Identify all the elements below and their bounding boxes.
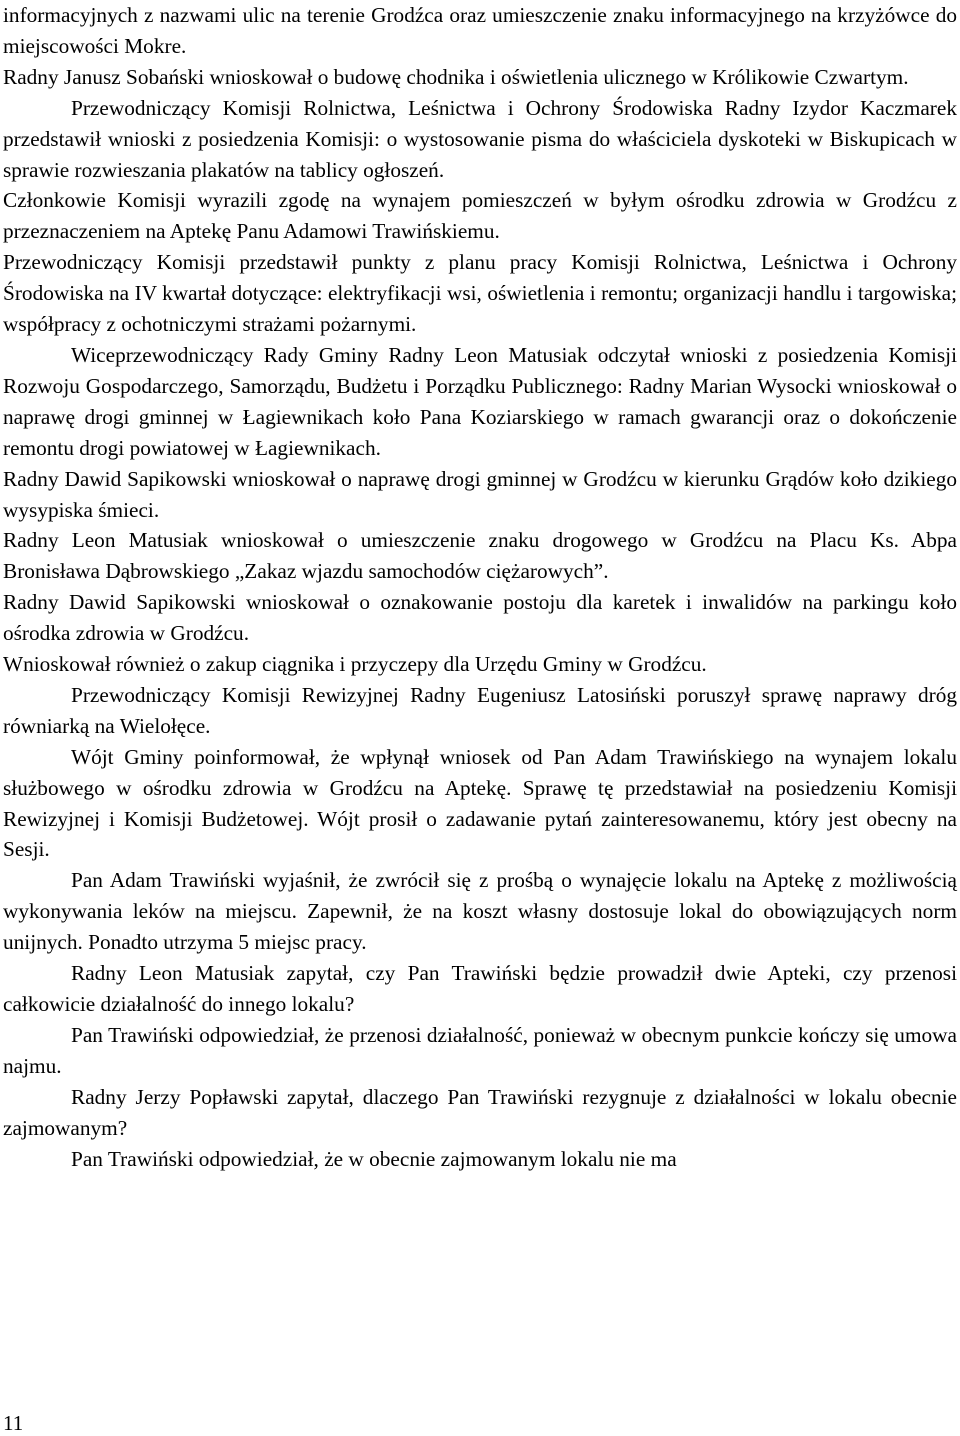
paragraph: Radny Leon Matusiak wnioskował o umieszczenie znaku drogowego w Grodźcu na Placu Ks. Abpa Bronisława Dąbrowskiego „Zakaz wjazdu samochodów ciężarowych”.: [3, 528, 957, 584]
paragraph: Pan Trawiński odpowiedział, że przenosi działalność, ponieważ w obecnym punkcie kończy się umowa najmu.: [3, 1022, 957, 1078]
paragraph: Pan Trawiński odpowiedział, że w obecnie zajmowanym lokalu nie ma: [71, 1146, 677, 1171]
paragraph: Pan Adam Trawiński wyjaśnił, że zwrócił się z prośbą o wynajęcie lokalu na Aptekę z możliwością wykonywania leków na miejscu. Zapewnił, że na koszt własny dostosuje lokal do obowiązujących norm unijnych. Ponadto utrzyma 5 miejsc pracy.: [3, 868, 957, 955]
paragraph: Wójt Gminy poinformował, że wpłynął wniosek od Pan Adam Trawińskiego na wynajem lokalu służbowego w ośrodku zdrowia w Grodźcu na Aptekę. Sprawę tę przedstawiał na posiedzeniu Komisji Rewizyjnej i Komisji Budżetowej. Wójt prosił o zadawanie pytań zainteresowanemu, który jest obecny na Sesji.: [3, 744, 957, 862]
page-number: 11: [3, 1411, 24, 1435]
paragraph: Członkowie Komisji wyrazili zgodę na wynajem pomieszczeń w byłym ośrodku zdrowia w Grodźcu z przeznaczeniem na Aptekę Panu Adamowi Trawińskiemu.: [3, 188, 957, 244]
paragraph: Radny Dawid Sapikowski wnioskował o oznakowanie postoju dla karetek i inwalidów na parkingu koło ośrodka zdrowia w Grodźcu.: [3, 590, 957, 646]
paragraph: Przewodniczący Komisji Rolnictwa, Leśnictwa i Ochrony Środowiska Radny Izydor Kaczmarek przedstawił wnioski z posiedzenia Komisji: o wystosowanie pisma do właściciela dyskoteki w Biskupicach w sprawie rozwieszania plakatów na tablicy ogłoszeń.: [3, 95, 957, 182]
paragraph: Radny Dawid Sapikowski wnioskował o naprawę drogi gminnej w Grodźcu w kierunku Grądów koło dzikiego wysypiska śmieci.: [3, 466, 957, 522]
paragraph: informacyjnych z nazwami ulic na terenie Grodźca oraz umieszczenie znaku informacyjnego na krzyżówce do miejscowości Mokre.: [3, 3, 957, 58]
document-body: [3, 0, 957, 1174]
paragraph: Radny Leon Matusiak zapytał, czy Pan Trawiński będzie prowadził dwie Apteki, czy przenosi całkowicie działalność do innego lokalu?: [3, 961, 957, 1016]
paragraph: Wiceprzewodniczący Rady Gminy Radny Leon Matusiak odczytał wnioski z posiedzenia Komisji Rozwoju Gospodarczego, Samorządu, Budżetu i Porządku Publicznego: Radny Marian Wysocki wnioskował o naprawę drogi gminnej w Łagiewnikach koło Pana Koziarskiego w ramach gwarancji oraz o dokończenie remontu drogi powiatowej w Łagiewnikach.: [3, 342, 957, 460]
paragraph: Przewodniczący Komisji przedstawił punkty z planu pracy Komisji Rolnictwa, Leśnictwa i Ochrony Środowiska na IV kwartał dotyczące: elektryfikacji wsi, oświetlenia i remontu; organizacji handlu i targowiska; współpracy z ochotniczymi strażami pożarnymi.: [3, 250, 957, 337]
paragraph: Radny Jerzy Popławski zapytał, dlaczego Pan Trawiński rezygnuje z działalności w lokalu obecnie zajmowanym?: [3, 1084, 957, 1140]
paragraph: Przewodniczący Komisji Rewizyjnej Radny Eugeniusz Latosiński poruszył sprawę naprawy dróg równiarką na Wielołęce.: [3, 682, 957, 738]
paragraph: Radny Janusz Sobański wnioskował o budowę chodnika i oświetlenia ulicznego w Królikowie Czwartym.: [3, 64, 909, 89]
paragraph: Wnioskował również o zakup ciągnika i przyczepy dla Urzędu Gminy w Grodźcu.: [3, 652, 707, 677]
